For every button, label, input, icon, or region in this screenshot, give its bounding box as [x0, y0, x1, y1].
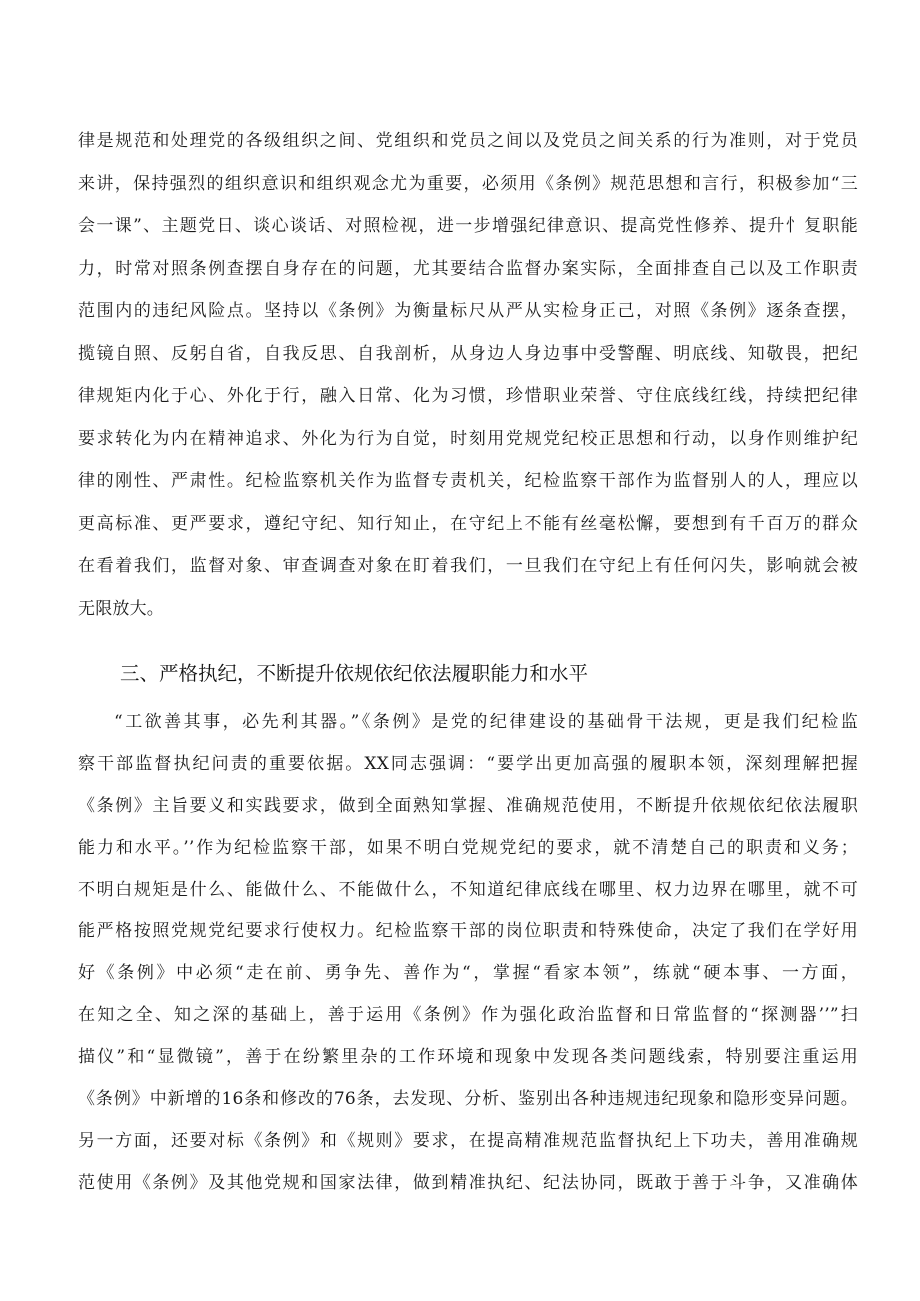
text-line: 力，时常对照条例查摆自身存在的问题，尤其要结合监督办案实际，全面排查自己以及工作职责	[78, 258, 858, 279]
text-line: 另一方面，还要对标《条例》和《规则》要求，在提高精准规范监督执纪上下功夫，善用准确规	[78, 1130, 858, 1151]
text-line: 更高标准、更严要求，遵纪守纪、知行知止，在守纪上不能有丝毫松懈，要想到有千百万的群众	[78, 513, 858, 534]
section-heading: 三、严格执纪，不断提升依规依纪依法履职能力和水平	[120, 662, 589, 685]
text-line: 《条例》主旨要义和实践要求，做到全面熟知掌握、准确规范使用，不断提升依规依纪依法履职	[78, 795, 858, 816]
text-line: 揽镜自照、反躬自省，自我反思、自我剖析，从身边人身边事中受警醒、明底线、知敬畏，把纪	[78, 343, 858, 364]
text-line: 在知之全、知之深的基础上，善于运用《条例》作为强化政治监督和日常监督的“探测器’’”扫	[78, 1005, 858, 1026]
text-line: 要求转化为内在精神追求、外化为行为自觉，时刻用党规党纪校正思想和行动，以身作则维护纪	[78, 428, 858, 449]
text-line: 好《条例》中必须“走在前、勇争先、善作为“，掌握“看家本领”，练就“硬本事、一方面，	[78, 963, 858, 984]
body-paragraph-1	[78, 120, 858, 630]
text-line: 范围内的违纪风险点。坚持以《条例》为衡量标尺从严从实检身正己，对照《条例》逐条查摆，	[78, 301, 858, 321]
text-line: 无限放大。	[78, 598, 164, 619]
text-line: 不明白规矩是什么、能做什么、不能做什么，不知道纪律底线在哪里、权力边界在哪里，就不可	[78, 879, 858, 900]
text-line: 察干部监督执纪问责的重要依据。XX同志强调：“要学出更加高强的履职本领，深刻理解把握	[78, 753, 858, 774]
text-line: 能力和水平。’’作为纪检监察干部，如果不明白党规党纪的要求，就不清楚自己的职责和义务；	[78, 837, 858, 858]
body-paragraph-2	[78, 702, 858, 1205]
text-line: 律是规范和处理党的各级组织之间、党组织和党员之间以及党员之间关系的行为准则，对于党员	[78, 131, 858, 151]
text-line: 《条例》中新增的16条和修改的76条，去发现、分析、鉴别出各种违规违纪现象和隐形变异问题。	[78, 1089, 858, 1110]
text-line: 会一课”、主题党日、谈心谈话、对照检视，进一步增强纪律意识、提高党性修养、提升忄复职能	[78, 216, 858, 236]
text-line: 律规矩内化于心、外化于行，融入日常、化为习惯，珍惜职业荣誉、守住底线红线，持续把纪律	[78, 386, 858, 406]
text-line: 律的刚性、严肃性。纪检监察机关作为监督专责机关，纪检监察干部作为监督别人的人，理应以	[78, 471, 858, 491]
text-line: 描仪”和“显微镜”，善于在纷繁里杂的工作环境和现象中发现各类问题线索，特别要注重运用	[78, 1047, 858, 1068]
text-line: “工欲善其事，必先利其器。”《条例》是党的纪律建设的基础骨干法规，更是我们纪检监	[114, 712, 858, 732]
text-line: 能严格按照党规党纪要求行使权力。纪检监察干部的岗位职责和特殊使命，决定了我们在学好用	[78, 921, 858, 942]
text-line: 在看着我们，监督对象、审查调查对象在盯着我们，一旦我们在守纪上有任何闪失，影响就会被	[78, 556, 858, 576]
text-line: 范使用《条例》及其他党规和国家法律，做到精准执纪、纪法协同，既敢于善于斗争，又准确体	[78, 1172, 858, 1193]
text-line: 来讲，保持强烈的组织意识和组织观念尤为重要，必须用《条例》规范思想和言行，积极参加“三	[78, 173, 858, 194]
